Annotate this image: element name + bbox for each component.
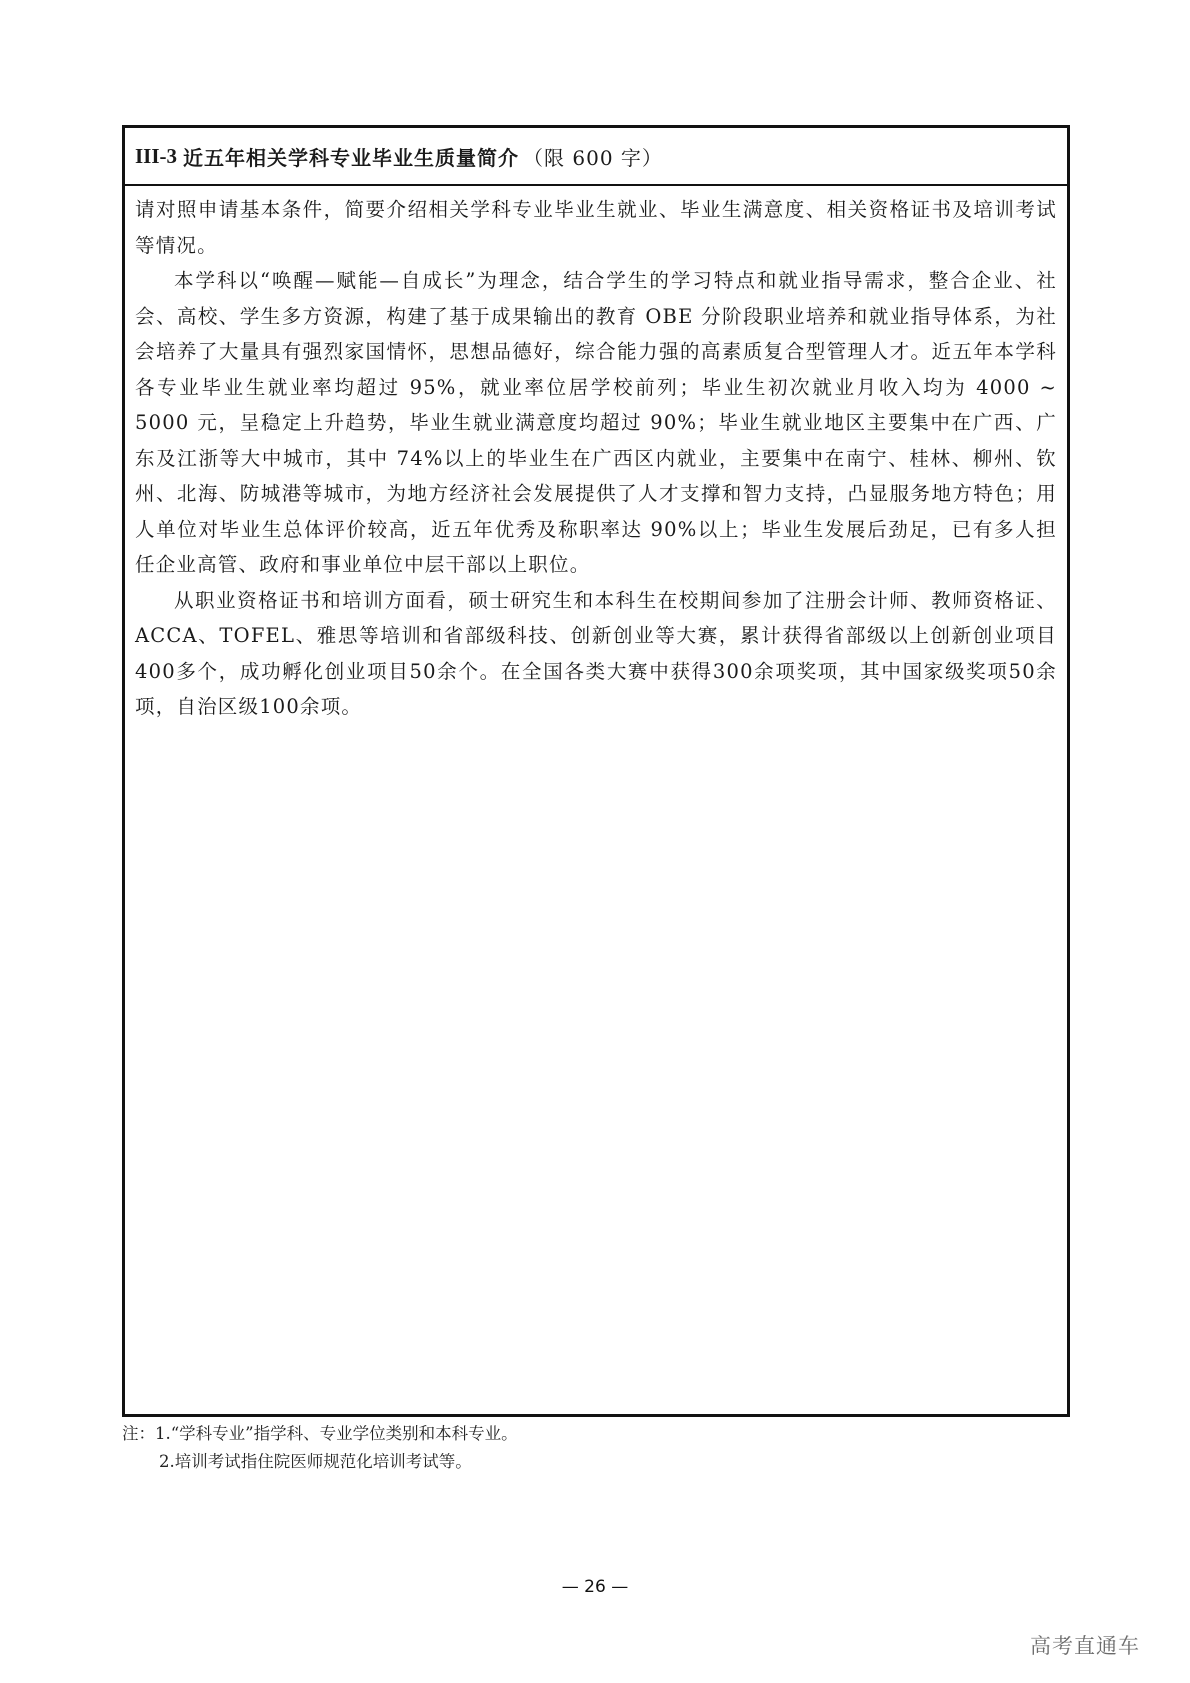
page-number: — 26 — (561, 1577, 629, 1597)
section-code: III-3 (135, 143, 178, 168)
note-1: 注：1.“学科专业”指学科、专业学位类别和本科专业。 (122, 1424, 518, 1443)
watermark: 高考直通车 (1030, 1634, 1140, 1658)
paragraph-employment: 本学科以“唤醒—赋能—自成长”为理念，结合学生的学习特点和就业指导需求，整合企业、社会、高校、学生多方资源，构建了基于成果输出的教育 OBE 分阶段职业培养和就业指导体系，为社会培养了大量具有强烈家国情怀，思想品德好，综合能力强的高素质复合型管理人才。近五年本学科各专业毕业生就业率均超过 95%，就业率位居学校前列；毕业生初次就业月收入均为 4000 ~ 5000 元，呈稳定上升趋势，毕业生就业满意度均超过 90%；毕业生就业地区主要集中在广西、广东及江浙等大中城市，其中 74%以上的毕业生在广西区内就业，主要集中在南宁、桂林、柳州、钦州、北海、防城港等城市，为地方经济社会发展提供了人才支撑和智力支持，凸显服务地方特色；用人单位对毕业生总体评价较高，近五年优秀及称职率达 90%以上；毕业生发展后劲足，已有多人担任企业高管、政府和事业单位中层干部以上职位。 (135, 269, 1057, 576)
section-content (125, 186, 1067, 725)
form-table (122, 125, 1070, 1417)
word-limit: （限 600 字） (523, 145, 663, 170)
paragraph-certificates: 从职业资格证书和培训方面看，硕士研究生和本科生在校期间参加了注册会计师、教师资格证、ACCA、TOFEL、雅思等培训和省部级科技、创新创业等大赛，累计获得省部级以上创新创业项目400多个，成功孵化创业项目50余个。在全国各类大赛中获得300余项奖项，其中国家级奖项50余项，自治区级100余项。 (135, 588, 1057, 718)
note-2: 2.培训考试指住院医师规范化培训考试等。 (159, 1452, 472, 1471)
footnotes (122, 1420, 518, 1476)
section-header (125, 128, 1067, 186)
instruction-text: 请对照申请基本条件，简要介绍相关学科专业毕业生就业、毕业生满意度、相关资格证书及培训考试等情况。 (135, 198, 1057, 257)
section-title: 近五年相关学科专业毕业生质量简介 (183, 145, 520, 170)
